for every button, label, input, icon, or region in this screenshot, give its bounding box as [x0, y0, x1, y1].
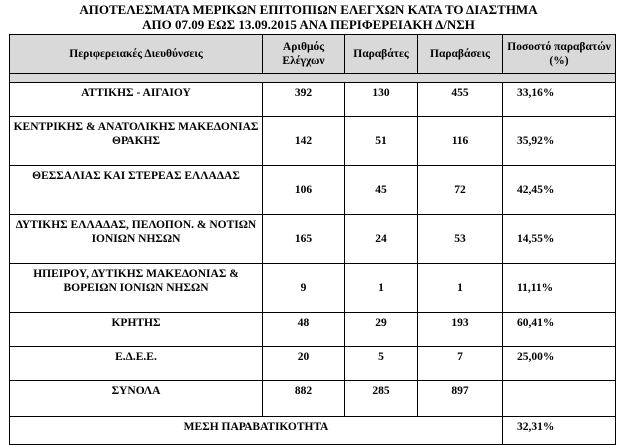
- cell-violators: 45: [345, 166, 418, 215]
- cell-violations: 53: [418, 215, 503, 264]
- cell-violators: 5: [345, 347, 418, 381]
- cell-violations: 116: [418, 117, 503, 166]
- cell-violators: 1: [345, 264, 418, 313]
- cell-checks: 48: [263, 313, 345, 347]
- spacer-band: [10, 74, 616, 83]
- cell-region: ΚΡΗΤΗΣ: [10, 313, 263, 347]
- cell-percent: 60,41%: [503, 313, 616, 347]
- results-table: [9, 34, 616, 445]
- cell-violators: 51: [345, 117, 418, 166]
- cell-region: ΚΕΝΤΡΙΚΗΣ & ΑΝΑΤΟΛΙΚΗΣ ΜΑΚΕΔΟΝΙΑΣ ΘΡΑΚΗΣ: [10, 117, 263, 166]
- header-region: Περιφερειακές Διευθύνσεις: [10, 35, 263, 74]
- cell-percent: 42,45%: [503, 166, 616, 215]
- header-violators: Παραβάτες: [345, 35, 418, 74]
- cell-region: ΘΕΣΣΑΛΙΑΣ ΚΑΙ ΣΤΕΡΕΑΣ ΕΛΛΑΔΑΣ: [10, 166, 263, 215]
- totals-percent: [503, 381, 616, 417]
- cell-violations: 72: [418, 166, 503, 215]
- totals-row: [10, 381, 616, 417]
- cell-violations: 7: [418, 347, 503, 381]
- cell-percent: 25,00%: [503, 347, 616, 381]
- table-row: [10, 264, 616, 313]
- cell-percent: 35,92%: [503, 117, 616, 166]
- totals-checks: 882: [263, 381, 345, 417]
- average-row: [10, 417, 616, 445]
- table-row: [10, 83, 616, 117]
- cell-violations: 455: [418, 83, 503, 117]
- cell-violators: 24: [345, 215, 418, 264]
- cell-violations: 1: [418, 264, 503, 313]
- cell-violations: 193: [418, 313, 503, 347]
- table-row: [10, 215, 616, 264]
- totals-violators: 285: [345, 381, 418, 417]
- header-row: [10, 35, 616, 74]
- cell-checks: 165: [263, 215, 345, 264]
- table-row: [10, 313, 616, 347]
- cell-checks: 142: [263, 117, 345, 166]
- cell-region: ΑΤΤΙΚΗΣ - ΑΙΓΑΙΟΥ: [10, 83, 263, 117]
- cell-checks: 392: [263, 83, 345, 117]
- totals-label: ΣΥΝΟΛΑ: [10, 381, 263, 417]
- cell-region: ΗΠΕΙΡΟΥ, ΔΥΤΙΚΗΣ ΜΑΚΕΔΟΝΙΑΣ & ΒΟΡΕΙΩΝ ΙΟΝΙΩΝ ΝΗΣΩΝ: [10, 264, 263, 313]
- title-line-1: ΑΠΟΤΕΛΕΣΜΑΤΑ ΜΕΡΙΚΩΝ ΕΠΙΤΟΠΙΩΝ ΕΛΕΓΧΩΝ ΚΑΤΑ ΤΟ ΔΙΑΣΤΗΜΑ: [79, 2, 538, 17]
- cell-percent: 14,55%: [503, 215, 616, 264]
- cell-checks: 20: [263, 347, 345, 381]
- cell-checks: 9: [263, 264, 345, 313]
- header-checks: Αριθμός Ελέγχων: [263, 35, 345, 74]
- cell-violators: 29: [345, 313, 418, 347]
- average-percent: 32,31%: [503, 417, 616, 445]
- cell-region: ΔΥΤΙΚΗΣ ΕΛΛΑΔΑΣ, ΠΕΛΟΠΟΝ. & ΝΟΤΙΩΝ ΙΟΝΙΩΝ ΝΗΣΩΝ: [10, 215, 263, 264]
- average-label: ΜΕΣΗ ΠΑΡΑΒΑΤΙΚΟΤΗΤΑ: [10, 417, 503, 445]
- table-row: [10, 166, 616, 215]
- table-row: [10, 347, 616, 381]
- cell-percent: 11,11%: [503, 264, 616, 313]
- totals-violations: 897: [418, 381, 503, 417]
- cell-percent: 33,16%: [503, 83, 616, 117]
- header-percent: Ποσοστό παραβατών (%): [503, 35, 616, 74]
- table-row: [10, 117, 616, 166]
- title-line-2: ΑΠΟ 07.09 ΕΩΣ 13.09.2015 ΑΝΑ ΠΕΡΙΦΕΡΕΙΑΚΗ Δ/ΝΣΗ: [142, 17, 475, 32]
- header-violations: Παραβάσεις: [418, 35, 503, 74]
- cell-region: Ε.Δ.Ε.Ε.: [10, 347, 263, 381]
- cell-violators: 130: [345, 83, 418, 117]
- cell-checks: 106: [263, 166, 345, 215]
